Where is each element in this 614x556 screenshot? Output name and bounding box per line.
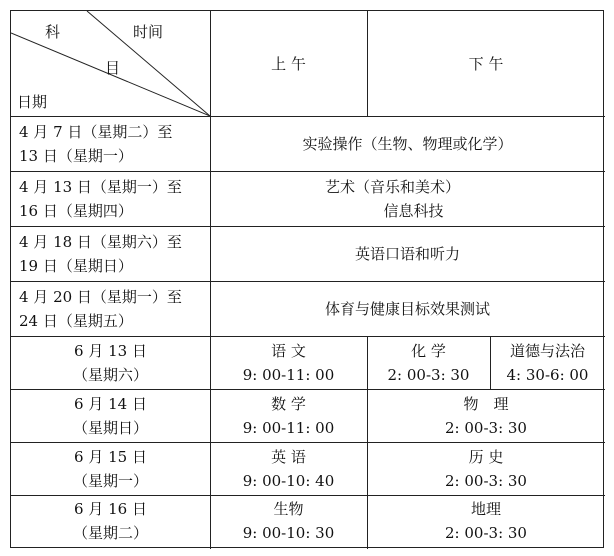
exam-date: 6 月 15 日 <box>74 447 147 466</box>
exam-time: 2: 00-3: 30 <box>445 418 527 437</box>
exam-weekday: （星期一） <box>72 471 148 490</box>
row-divider <box>11 442 605 443</box>
header-afternoon-text: 下 午 <box>468 54 504 73</box>
exam-pm-1 <box>367 336 490 389</box>
row-divider <box>11 495 605 496</box>
row-divider <box>11 389 605 390</box>
exam-schedule-table <box>10 10 604 548</box>
exam-date: 6 月 13 日 <box>74 341 147 360</box>
header-time-label: 时间 <box>133 23 164 41</box>
header-item-label: 目 <box>105 59 121 77</box>
exam-time: 9: 00-10: 40 <box>242 471 335 490</box>
exam-weekday: （星期六） <box>72 365 148 384</box>
exam-date: 6 月 16 日 <box>74 500 147 518</box>
exam-date: 6 月 14 日 <box>74 394 147 413</box>
exam-time: 9: 00-10: 30 <box>242 524 335 542</box>
exam-pm-3 <box>367 442 605 495</box>
date-line: 4 月 13 日（星期一）至 <box>19 177 182 196</box>
header-date-label: 日期 <box>17 93 48 111</box>
exam-extra-1 <box>490 336 605 389</box>
header-subject-label: 科 <box>45 23 61 41</box>
row-divider <box>11 281 605 282</box>
exam-date-2 <box>11 389 210 442</box>
exam-subject: 化 学 <box>411 341 446 360</box>
exam-time: 2: 00-3: 30 <box>445 524 527 542</box>
date-line: 19 日（星期日） <box>19 256 133 275</box>
practical-content-3 <box>210 226 605 281</box>
exam-subject: 语 文 <box>271 341 306 360</box>
practical-date-1 <box>11 116 210 171</box>
exam-am-1 <box>210 336 367 389</box>
date-line: 16 日（星期四） <box>19 201 133 220</box>
practical-content-4 <box>210 281 605 336</box>
exam-subject: 英 语 <box>271 447 306 466</box>
column-divider <box>367 336 368 549</box>
exam-pm-2 <box>367 389 605 442</box>
practical-date-3 <box>11 226 210 281</box>
exam-subject: 物 理 <box>463 394 509 413</box>
exam-weekday: （星期二） <box>72 524 148 542</box>
content-line: 英语口语和听力 <box>354 244 460 263</box>
exam-am-3 <box>210 442 367 495</box>
exam-subject: 地理 <box>470 500 501 518</box>
date-line: 24 日（星期五） <box>19 311 133 330</box>
row-divider <box>11 336 605 337</box>
content-line: 实验操作（生物、物理或化学） <box>302 134 513 153</box>
exam-pm-4 <box>367 495 605 547</box>
exam-date-4 <box>11 495 210 547</box>
column-divider <box>490 336 491 389</box>
header-afternoon <box>367 11 605 116</box>
exam-subject: 数 学 <box>271 394 306 413</box>
content-line: 信息科技 <box>383 201 444 220</box>
exam-time: 4: 30-6: 00 <box>506 365 589 384</box>
row-divider <box>11 171 605 172</box>
exam-am-2 <box>210 389 367 442</box>
date-line: 4 月 7 日（星期二）至 <box>19 122 173 141</box>
row-divider <box>11 226 605 227</box>
practical-content-2 <box>210 171 605 226</box>
header-morning-text: 上 午 <box>271 54 306 73</box>
exam-subject: 道德与法治 <box>509 341 585 360</box>
practical-date-2 <box>11 171 210 226</box>
exam-time: 9: 00-11: 00 <box>242 365 335 384</box>
practical-content-1 <box>210 116 605 171</box>
row-divider <box>11 116 605 117</box>
column-divider <box>210 11 211 549</box>
content-line: 艺术（音乐和美术） <box>324 177 460 196</box>
exam-subject: 历 史 <box>468 447 504 466</box>
exam-time: 2: 00-3: 30 <box>445 471 527 490</box>
exam-date-1 <box>11 336 210 389</box>
header-morning <box>210 11 367 116</box>
content-line: 体育与健康目标效果测试 <box>324 299 490 318</box>
date-line: 4 月 18 日（星期六）至 <box>19 232 182 251</box>
exam-time: 9: 00-11: 00 <box>242 418 335 437</box>
exam-subject: 生物 <box>273 500 304 518</box>
exam-am-4 <box>210 495 367 547</box>
exam-time: 2: 00-3: 30 <box>387 365 470 384</box>
date-line: 13 日（星期一） <box>19 146 133 165</box>
column-divider <box>367 11 368 116</box>
exam-weekday: （星期日） <box>72 418 148 437</box>
exam-date-3 <box>11 442 210 495</box>
practical-date-4 <box>11 281 210 336</box>
date-line: 4 月 20 日（星期一）至 <box>19 287 182 306</box>
